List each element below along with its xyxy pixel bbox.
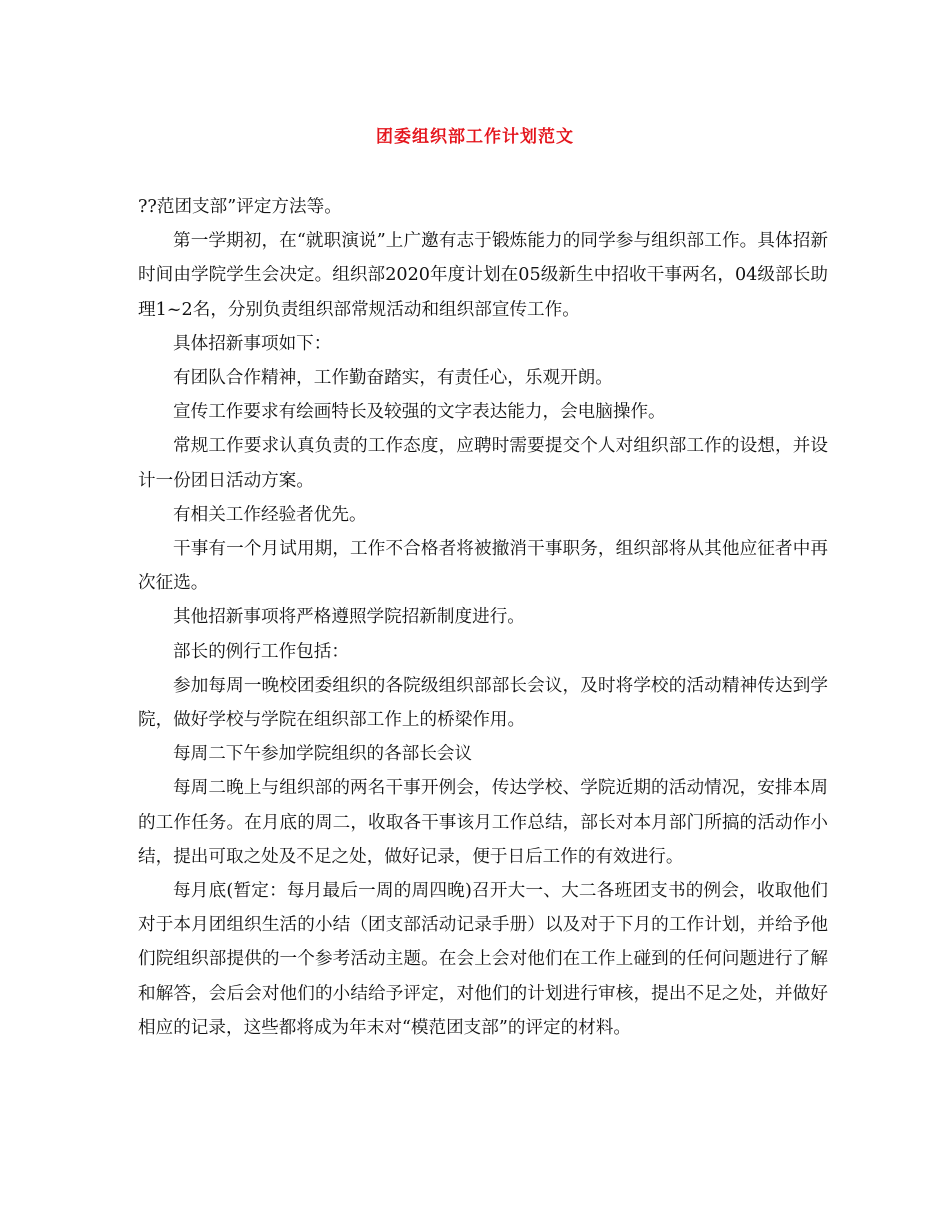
paragraph: ??范团支部”评定方法等。 xyxy=(138,197,342,217)
paragraph: 部长的例行工作包括： xyxy=(173,641,349,662)
document-body xyxy=(138,190,828,1045)
paragraph: 宣传工作要求有绘画特长及较强的文字表达能力，会电脑操作。 xyxy=(173,402,666,423)
paragraph: 干事有一个月试用期，工作不合格者将被撤消干事职务，组织部将从其他应征者中再次征选。 xyxy=(138,539,828,594)
paragraph: 有团队合作精神，工作勤奋踏实，有责任心，乐观开朗。 xyxy=(173,368,613,389)
paragraph: 具体招新事项如下： xyxy=(173,333,332,354)
paragraph: 每周二晚上与组织部的两名干事开例会，传达学校、学院近期的活动情况，安排本周的工作任务。在月底的周二，收取各干事该月工作总结，部长对本月部门所搞的活动作小结，提出可取之处及不足之处，做好记录，便于日后工作的有效进行。 xyxy=(138,778,828,867)
paragraph: 每周二下午参加学院组织的各部长会议 xyxy=(173,744,473,765)
document-title: 团委组织部工作计划范文 xyxy=(376,127,574,147)
paragraph: 有相关工作经验者优先。 xyxy=(173,504,367,525)
paragraph: 每月底(暂定：每月最后一周的周四晚)召开大一、大二各班团支书的例会，收取他们对于本月团组织生活的小结（团支部活动记录手册）以及对于下月的工作计划，并给予他们院组织部提供的一个参考活动主题。在会上会对他们在工作上碰到的任何问题进行了解和解答，会后会对他们的小结给予评定，对他们的计划进行审核，提出不足之处，并做好相应的记录，这些都将成为年末对“模范团支部”的评定的材料。 xyxy=(138,881,828,1038)
paragraph: 常规工作要求认真负责的工作态度，应聘时需要提交个人对组织部工作的设想，并设计一份团日活动方案。 xyxy=(138,436,828,491)
paragraph: 参加每周一晚校团委组织的各院级组织部部长会议，及时将学校的活动精神传达到学院，做好学校与学院在组织部工作上的桥梁作用。 xyxy=(138,675,828,731)
paragraph: 其他招新事项将严格遵照学院招新制度进行。 xyxy=(173,607,525,628)
paragraph: 第一学期初，在“就职演说”上广邀有志于锻炼能力的同学参与组织部工作。具体招新时间由学院学生会决定。组织部2020年度计划在05级新生中招收干事两名，04级部长助理1~2名，分别负责组织部常规活动和组织部宣传工作。 xyxy=(138,231,828,320)
